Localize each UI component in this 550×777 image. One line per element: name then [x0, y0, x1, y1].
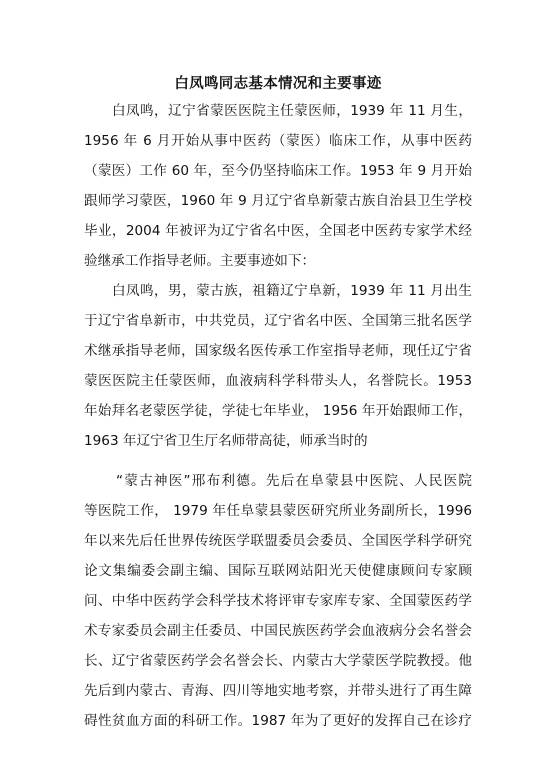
paragraph-line: 1963 年辽宁省卫生厅名师带高徒，师承当时的	[84, 433, 368, 449]
paragraph-line: 白凤鸣，辽宁省蒙医医院主任蒙医师，1939 年 11 月生，	[112, 103, 472, 119]
paragraph-line: 于辽宁省阜新市，中共党员，辽宁省名中医、全国第三批名医学	[84, 313, 472, 329]
paragraph-line: 论文集编委会副主编、国际互联网站阳光天使健康顾问专家顾	[84, 563, 472, 579]
paragraph-line: 年始拜名老蒙医学徒，学徒七年毕业， 1956 年开始跟师工作，	[84, 403, 472, 419]
paragraph-line: 问、中华中医药学会科学技术将评审专家库专家、全国蒙医药学	[84, 593, 472, 609]
paragraph-line: 年以来先后任世界传统医学联盟委员会委员、全国医学科学研究	[84, 533, 472, 549]
paragraph-line: （蒙医）工作 60 年，至今仍坚持临床工作。1953 年 9 月开始	[84, 163, 472, 179]
paragraph-line: 等医院工作， 1979 年任阜蒙县蒙医研究所业务副所长，1996	[84, 503, 472, 519]
paragraph-line: 长、辽宁省蒙医药学会名誉会长、内蒙古大学蒙医学院教授。他	[84, 653, 472, 669]
paragraph-line: 白凤鸣，男，蒙古族，祖籍辽宁阜新，1939 年 11 月出生	[112, 283, 472, 299]
paragraph-line: 碍性贫血方面的科研工作。1987 年为了更好的发挥自己在诊疗	[84, 713, 472, 729]
paragraph-line: 1956 年 6 月开始从事中医药（蒙医）临床工作，从事中医药	[84, 133, 472, 149]
paragraph-line: 蒙医医院主任蒙医师，血液病科学科带头人，名誉院长。1953	[84, 373, 472, 389]
paragraph-line: 术专家委员会副主任委员、中国民族医药学会血液病分会名誉会	[84, 623, 472, 639]
paragraph-line: 毕业，2004 年被评为辽宁省名中医，全国老中医药专家学术经	[84, 223, 472, 239]
document-title: 白凤鸣同志基本情况和主要事迹	[174, 76, 382, 92]
paragraph-line: “蒙古神医”邢布利德。先后在阜蒙县中医院、人民医院	[116, 473, 472, 489]
paragraph-line: 验继承工作指导老师。主要事迹如下：	[84, 253, 316, 269]
paragraph-line: 先后到内蒙古、青海、四川等地实地考察，并带头进行了再生障	[84, 683, 472, 699]
paragraph-line: 跟师学习蒙医，1960 年 9 月辽宁省阜新蒙古族自治县卫生学校	[84, 193, 472, 209]
paragraph-line: 术继承指导老师，国家级名医传承工作室指导老师，现任辽宁省	[84, 343, 472, 359]
